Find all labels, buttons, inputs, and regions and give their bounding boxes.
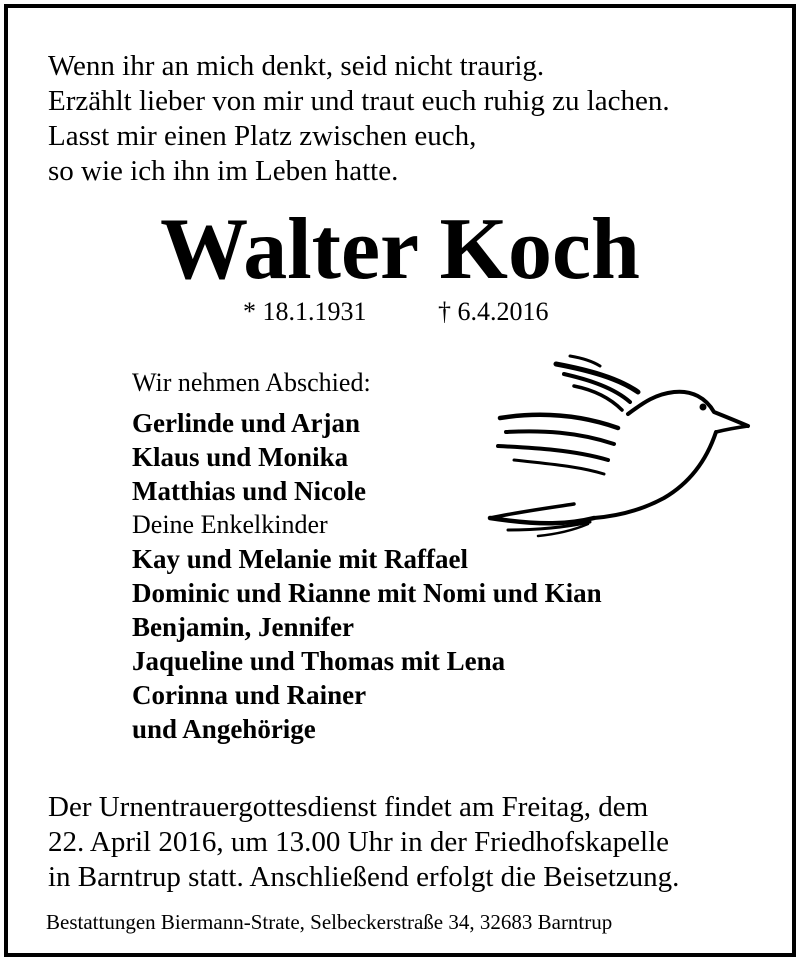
service-line: 22. April 2016, um 13.00 Uhr in der Friedhofskapelle bbox=[48, 826, 669, 858]
death-date: † 6.4.2016 bbox=[438, 297, 549, 326]
mourner-line: und Angehörige bbox=[132, 714, 316, 744]
dove-icon bbox=[478, 352, 760, 538]
mourner-line: Gerlinde und Arjan bbox=[132, 408, 361, 438]
service-line: Der Urnentrauergottesdienst findet am Freitag, dem bbox=[48, 791, 649, 823]
poem-line: Erzählt lieber von mir und traut euch ruhig zu lachen. bbox=[48, 85, 670, 117]
mourner-line: Corinna und Rainer bbox=[132, 680, 367, 710]
mourner-line: Benjamin, Jennifer bbox=[132, 612, 354, 642]
mourner-line: Matthias und Nicole bbox=[132, 476, 367, 506]
mourner-line: Kay und Melanie mit Raffael bbox=[132, 544, 468, 574]
funeral-home-footer: Bestattungen Biermann-Strate, Selbeckerstraße 34, 32683 Barntrup bbox=[46, 910, 613, 934]
poem bbox=[48, 49, 670, 189]
deceased-name: Walter Koch bbox=[160, 201, 640, 298]
poem-line: Lasst mir einen Platz zwischen euch, bbox=[48, 120, 477, 152]
mourner-line: Jaqueline und Thomas mit Lena bbox=[132, 646, 506, 676]
poem-line: Wenn ihr an mich denkt, seid nicht traurig. bbox=[48, 50, 545, 82]
mourner-line: Deine Enkelkinder bbox=[132, 510, 328, 539]
mourner-line: Dominic und Rianne mit Nomi und Kian bbox=[132, 578, 602, 608]
mourner-line: Klaus und Monika bbox=[132, 442, 349, 472]
birth-date: * 18.1.1931 bbox=[243, 297, 367, 326]
mourners-intro: Wir nehmen Abschied: bbox=[132, 368, 371, 397]
service-info bbox=[48, 790, 679, 895]
service-line: in Barntrup statt. Anschließend erfolgt die Beisetzung. bbox=[48, 861, 680, 893]
poem-line: so wie ich ihn im Leben hatte. bbox=[48, 155, 399, 187]
